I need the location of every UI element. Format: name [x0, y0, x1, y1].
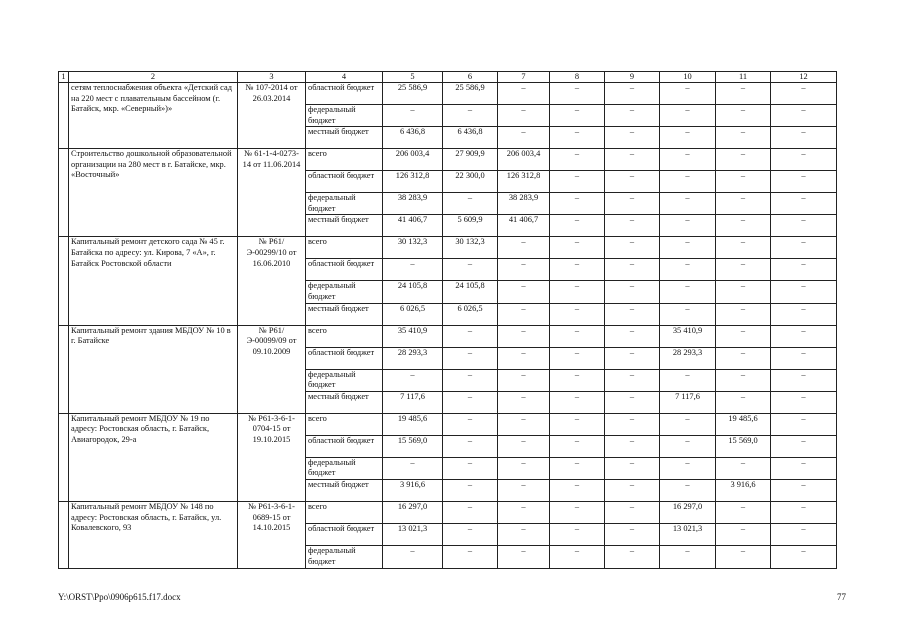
amount-cell-col-10: – — [660, 149, 716, 171]
funding-source-cell: всего — [306, 413, 383, 435]
amount-cell-col-7: – — [498, 479, 550, 501]
amount-cell-col-11: 3 916,6 — [716, 479, 771, 501]
row-index-cell — [59, 83, 69, 149]
amount-cell-col-5: 41 406,7 — [383, 215, 443, 237]
table-row — [59, 413, 837, 435]
amount-cell-col-8: – — [550, 127, 605, 149]
funding-source-cell: областной бюджет — [306, 83, 383, 105]
amount-cell-col-10: 7 117,6 — [660, 391, 716, 413]
amount-cell-col-11: – — [716, 369, 771, 391]
amount-cell-col-12: – — [771, 501, 837, 523]
funding-source-cell: всего — [306, 501, 383, 523]
amount-cell-col-12: – — [771, 215, 837, 237]
amount-cell-col-7: 38 283,9 — [498, 193, 550, 215]
amount-cell-col-6: – — [443, 435, 498, 457]
amount-cell-col-8: – — [550, 193, 605, 215]
amount-cell-col-9: – — [605, 127, 660, 149]
amount-cell-col-9: – — [605, 171, 660, 193]
amount-cell-col-12: – — [771, 545, 837, 568]
funding-source-cell: федеральный бюджет — [306, 281, 383, 303]
amount-cell-col-10: – — [660, 237, 716, 259]
amount-cell-col-6: – — [443, 457, 498, 479]
amount-cell-col-9: – — [605, 281, 660, 303]
amount-cell-col-10: – — [660, 457, 716, 479]
amount-cell-col-11: – — [716, 193, 771, 215]
amount-cell-col-12: – — [771, 347, 837, 369]
amount-cell-col-6: 6 026,5 — [443, 303, 498, 325]
amount-cell-col-6: – — [443, 193, 498, 215]
amount-cell-col-10: – — [660, 105, 716, 127]
amount-cell-col-5: – — [383, 369, 443, 391]
amount-cell-col-5: 3 916,6 — [383, 479, 443, 501]
amount-cell-col-7: – — [498, 347, 550, 369]
amount-cell-col-9: – — [605, 523, 660, 545]
amount-cell-col-10: 13 021,3 — [660, 523, 716, 545]
row-index-cell — [59, 325, 69, 413]
amount-cell-col-9: – — [605, 193, 660, 215]
funding-source-cell: местный бюджет — [306, 391, 383, 413]
table-body — [59, 72, 837, 569]
amount-cell-col-10: – — [660, 281, 716, 303]
amount-cell-col-10: – — [660, 479, 716, 501]
col-header-6: 6 — [443, 72, 498, 83]
amount-cell-col-6: – — [443, 523, 498, 545]
object-name-cell: Капитальный ремонт МБДОУ № 19 по адресу: Ростовская область, г. Батайск, Авиагородок, 29-а — [69, 413, 238, 501]
amount-cell-col-11: – — [716, 347, 771, 369]
amount-cell-col-12: – — [771, 149, 837, 171]
amount-cell-col-12: – — [771, 435, 837, 457]
amount-cell-col-8: – — [550, 281, 605, 303]
footer-page-number: 77 — [837, 592, 846, 602]
amount-cell-col-12: – — [771, 391, 837, 413]
amount-cell-col-7: – — [498, 457, 550, 479]
row-index-cell — [59, 237, 69, 325]
amount-cell-col-6: 25 586,9 — [443, 83, 498, 105]
amount-cell-col-6: – — [443, 105, 498, 127]
funding-source-cell: областной бюджет — [306, 435, 383, 457]
amount-cell-col-8: – — [550, 171, 605, 193]
funding-source-cell: местный бюджет — [306, 127, 383, 149]
amount-cell-col-10: – — [660, 435, 716, 457]
amount-cell-col-12: – — [771, 479, 837, 501]
amount-cell-col-5: 16 297,0 — [383, 501, 443, 523]
amount-cell-col-6: – — [443, 479, 498, 501]
amount-cell-col-10: 28 293,3 — [660, 347, 716, 369]
amount-cell-col-9: – — [605, 457, 660, 479]
amount-cell-col-5: 13 021,3 — [383, 523, 443, 545]
amount-cell-col-10: – — [660, 215, 716, 237]
amount-cell-col-9: – — [605, 369, 660, 391]
amount-cell-col-11: – — [716, 171, 771, 193]
amount-cell-col-5: 25 586,9 — [383, 83, 443, 105]
object-name-cell: Капитальный ремонт здания МБДОУ № 10 в г. Батайске — [69, 325, 238, 413]
amount-cell-col-10: – — [660, 83, 716, 105]
amount-cell-col-8: – — [550, 391, 605, 413]
funding-source-cell: федеральный бюджет — [306, 193, 383, 215]
amount-cell-col-8: – — [550, 215, 605, 237]
amount-cell-col-5: 6 026,5 — [383, 303, 443, 325]
amount-cell-col-7: – — [498, 523, 550, 545]
amount-cell-col-9: – — [605, 259, 660, 281]
document-number-cell: № Р61-3-6-1-0704-15 от 19.10.2015 — [238, 413, 306, 501]
amount-cell-col-12: – — [771, 457, 837, 479]
amount-cell-col-8: – — [550, 413, 605, 435]
footer-file-path: Y:\ORST\Ppo\0906p615.f17.docx — [58, 592, 181, 602]
amount-cell-col-6: – — [443, 369, 498, 391]
col-header-11: 11 — [716, 72, 771, 83]
amount-cell-col-6: – — [443, 501, 498, 523]
amount-cell-col-11: – — [716, 303, 771, 325]
amount-cell-col-12: – — [771, 369, 837, 391]
amount-cell-col-8: – — [550, 325, 605, 347]
amount-cell-col-11: – — [716, 545, 771, 568]
amount-cell-col-8: – — [550, 237, 605, 259]
object-name-cell: Капитальный ремонт детского сада № 45 г. Батайска по адресу: ул. Кирова, 7 «А», г. Батайск Ростовской области — [69, 237, 238, 325]
amount-cell-col-7: – — [498, 325, 550, 347]
col-header-2: 2 — [69, 72, 238, 83]
amount-cell-col-8: – — [550, 479, 605, 501]
amount-cell-col-9: – — [605, 149, 660, 171]
amount-cell-col-12: – — [771, 303, 837, 325]
amount-cell-col-10: – — [660, 193, 716, 215]
amount-cell-col-6: – — [443, 413, 498, 435]
amount-cell-col-9: – — [605, 545, 660, 568]
col-header-10: 10 — [660, 72, 716, 83]
document-number-cell: № Р61/Э-00299/10 от 16.06.2010 — [238, 237, 306, 325]
amount-cell-col-9: – — [605, 501, 660, 523]
amount-cell-col-7: – — [498, 545, 550, 568]
document-number-cell: № Р61-3-6-1-0689-15 от 14.10.2015 — [238, 501, 306, 568]
document-number-cell: № Р61/Э-00099/09 от 09.10.2009 — [238, 325, 306, 413]
amount-cell-col-6: 22 300,0 — [443, 171, 498, 193]
table-row — [59, 149, 837, 171]
amount-cell-col-6: 30 132,3 — [443, 237, 498, 259]
amount-cell-col-10: 35 410,9 — [660, 325, 716, 347]
funding-source-cell: областной бюджет — [306, 347, 383, 369]
amount-cell-col-8: – — [550, 105, 605, 127]
funding-source-cell: областной бюджет — [306, 259, 383, 281]
funding-source-cell: всего — [306, 149, 383, 171]
amount-cell-col-11: – — [716, 83, 771, 105]
amount-cell-col-12: – — [771, 523, 837, 545]
amount-cell-col-11: – — [716, 391, 771, 413]
col-header-9: 9 — [605, 72, 660, 83]
amount-cell-col-8: – — [550, 83, 605, 105]
amount-cell-col-11: – — [716, 457, 771, 479]
amount-cell-col-10: – — [660, 259, 716, 281]
amount-cell-col-9: – — [605, 237, 660, 259]
amount-cell-col-9: – — [605, 391, 660, 413]
amount-cell-col-8: – — [550, 369, 605, 391]
object-name-cell: сетям теплоснабжения объекта «Детский сад на 220 мест с плавательным бассейном (г. Батайск, мкр. «Северный»)» — [69, 83, 238, 149]
col-header-3: 3 — [238, 72, 306, 83]
amount-cell-col-11: – — [716, 105, 771, 127]
col-header-12: 12 — [771, 72, 837, 83]
amount-cell-col-8: – — [550, 545, 605, 568]
amount-cell-col-7: – — [498, 501, 550, 523]
amount-cell-col-6: – — [443, 347, 498, 369]
amount-cell-col-11: – — [716, 149, 771, 171]
table-row — [59, 83, 837, 105]
amount-cell-col-10: – — [660, 369, 716, 391]
amount-cell-col-7: – — [498, 127, 550, 149]
amount-cell-col-7: – — [498, 391, 550, 413]
amount-cell-col-12: – — [771, 237, 837, 259]
amount-cell-col-9: – — [605, 413, 660, 435]
col-header-4: 4 — [306, 72, 383, 83]
funding-source-cell: местный бюджет — [306, 303, 383, 325]
amount-cell-col-7: – — [498, 303, 550, 325]
amount-cell-col-5: 7 117,6 — [383, 391, 443, 413]
amount-cell-col-11: 15 569,0 — [716, 435, 771, 457]
amount-cell-col-8: – — [550, 149, 605, 171]
amount-cell-col-7: – — [498, 83, 550, 105]
amount-cell-col-7: – — [498, 413, 550, 435]
document-number-cell: № 107-2014 от 26.03.2014 — [238, 83, 306, 149]
table-row — [59, 501, 837, 523]
funding-source-cell: федеральный бюджет — [306, 105, 383, 127]
amount-cell-col-9: – — [605, 105, 660, 127]
funding-source-cell: местный бюджет — [306, 479, 383, 501]
amount-cell-col-8: – — [550, 435, 605, 457]
amount-cell-col-6: 6 436,8 — [443, 127, 498, 149]
amount-cell-col-12: – — [771, 413, 837, 435]
table-row — [59, 325, 837, 347]
col-header-5: 5 — [383, 72, 443, 83]
funding-source-cell: федеральный бюджет — [306, 369, 383, 391]
budget-table — [58, 71, 837, 569]
row-index-cell — [59, 149, 69, 237]
amount-cell-col-10: – — [660, 413, 716, 435]
amount-cell-col-7: – — [498, 369, 550, 391]
amount-cell-col-5: – — [383, 457, 443, 479]
amount-cell-col-8: – — [550, 501, 605, 523]
amount-cell-col-5: 206 003,4 — [383, 149, 443, 171]
amount-cell-col-12: – — [771, 105, 837, 127]
object-name-cell: Строительство дошкольной образовательной организации на 280 мест в г. Батайске, мкр. «Восточный» — [69, 149, 238, 237]
amount-cell-col-11: – — [716, 523, 771, 545]
amount-cell-col-5: 30 132,3 — [383, 237, 443, 259]
amount-cell-col-8: – — [550, 523, 605, 545]
amount-cell-col-8: – — [550, 457, 605, 479]
amount-cell-col-5: 126 312,8 — [383, 171, 443, 193]
funding-source-cell: федеральный бюджет — [306, 457, 383, 479]
funding-source-cell: областной бюджет — [306, 523, 383, 545]
amount-cell-col-11: – — [716, 215, 771, 237]
amount-cell-col-10: – — [660, 303, 716, 325]
amount-cell-col-6: – — [443, 259, 498, 281]
amount-cell-col-6: – — [443, 545, 498, 568]
amount-cell-col-5: – — [383, 105, 443, 127]
amount-cell-col-9: – — [605, 347, 660, 369]
amount-cell-col-6: – — [443, 325, 498, 347]
amount-cell-col-9: – — [605, 325, 660, 347]
col-header-8: 8 — [550, 72, 605, 83]
amount-cell-col-11: – — [716, 127, 771, 149]
funding-source-cell: всего — [306, 237, 383, 259]
amount-cell-col-9: – — [605, 303, 660, 325]
amount-cell-col-10: – — [660, 127, 716, 149]
col-header-7: 7 — [498, 72, 550, 83]
amount-cell-col-7: 126 312,8 — [498, 171, 550, 193]
amount-cell-col-10: 16 297,0 — [660, 501, 716, 523]
amount-cell-col-12: – — [771, 193, 837, 215]
amount-cell-col-9: – — [605, 215, 660, 237]
amount-cell-col-7: – — [498, 259, 550, 281]
funding-source-cell: местный бюджет — [306, 215, 383, 237]
funding-source-cell: областной бюджет — [306, 171, 383, 193]
amount-cell-col-6: 24 105,8 — [443, 281, 498, 303]
amount-cell-col-12: – — [771, 325, 837, 347]
amount-cell-col-11: – — [716, 237, 771, 259]
amount-cell-col-12: – — [771, 171, 837, 193]
amount-cell-col-7: – — [498, 237, 550, 259]
amount-cell-col-7: – — [498, 435, 550, 457]
funding-source-cell: федеральный бюджет — [306, 545, 383, 568]
amount-cell-col-5: 6 436,8 — [383, 127, 443, 149]
amount-cell-col-10: – — [660, 545, 716, 568]
amount-cell-col-7: 206 003,4 — [498, 149, 550, 171]
amount-cell-col-5: 28 293,3 — [383, 347, 443, 369]
amount-cell-col-6: – — [443, 391, 498, 413]
amount-cell-col-5: 24 105,8 — [383, 281, 443, 303]
document-number-cell: № 61-1-4-0273-14 от 11.06.2014 — [238, 149, 306, 237]
amount-cell-col-6: 27 909,9 — [443, 149, 498, 171]
amount-cell-col-5: – — [383, 259, 443, 281]
amount-cell-col-12: – — [771, 83, 837, 105]
row-index-cell — [59, 413, 69, 501]
amount-cell-col-9: – — [605, 435, 660, 457]
amount-cell-col-11: – — [716, 281, 771, 303]
header-row — [59, 72, 837, 83]
amount-cell-col-5: – — [383, 545, 443, 568]
amount-cell-col-6: 5 609,9 — [443, 215, 498, 237]
amount-cell-col-5: 35 410,9 — [383, 325, 443, 347]
amount-cell-col-5: 19 485,6 — [383, 413, 443, 435]
row-index-cell — [59, 501, 69, 568]
col-header-1: 1 — [59, 72, 69, 83]
amount-cell-col-11: 19 485,6 — [716, 413, 771, 435]
funding-source-cell: всего — [306, 325, 383, 347]
amount-cell-col-11: – — [716, 259, 771, 281]
amount-cell-col-11: – — [716, 501, 771, 523]
amount-cell-col-8: – — [550, 347, 605, 369]
amount-cell-col-12: – — [771, 259, 837, 281]
amount-cell-col-11: – — [716, 325, 771, 347]
amount-cell-col-7: – — [498, 105, 550, 127]
amount-cell-col-10: – — [660, 171, 716, 193]
object-name-cell: Капитальный ремонт МБДОУ № 148 по адресу: Ростовская область, г. Батайск, ул. Ковалевского, 93 — [69, 501, 238, 568]
amount-cell-col-7: 41 406,7 — [498, 215, 550, 237]
amount-cell-col-7: – — [498, 281, 550, 303]
amount-cell-col-8: – — [550, 259, 605, 281]
amount-cell-col-12: – — [771, 281, 837, 303]
amount-cell-col-9: – — [605, 83, 660, 105]
amount-cell-col-9: – — [605, 479, 660, 501]
amount-cell-col-12: – — [771, 127, 837, 149]
amount-cell-col-8: – — [550, 303, 605, 325]
amount-cell-col-5: 38 283,9 — [383, 193, 443, 215]
table-row — [59, 237, 837, 259]
amount-cell-col-5: 15 569,0 — [383, 435, 443, 457]
